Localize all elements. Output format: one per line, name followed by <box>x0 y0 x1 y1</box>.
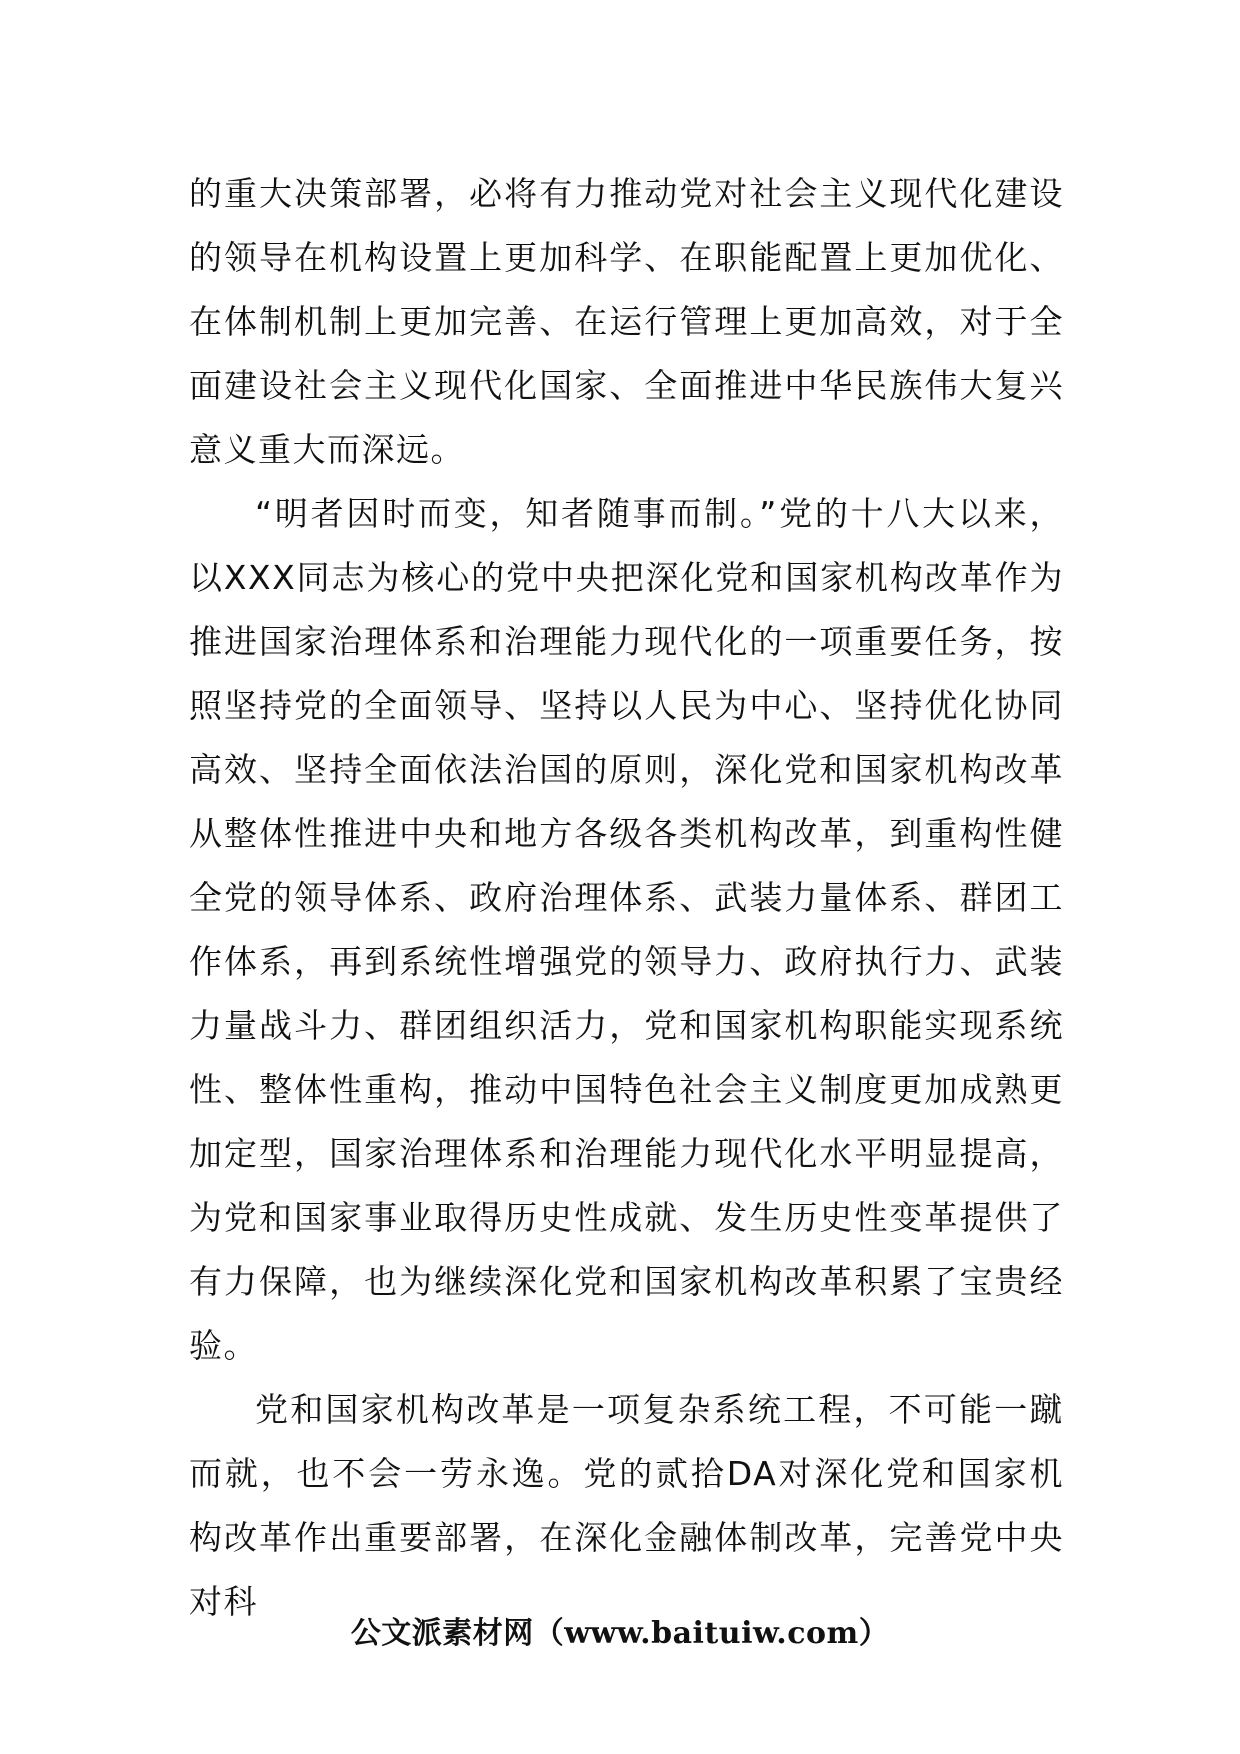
paragraph-reform-outlook: 党和国家机构改革是一项复杂系统工程，不可能一蹴而就，也不会一劳永逸。党的贰拾DA对深化党和国家机构改革作出重要部署，在深化金融体制改革，完善党中央对科 <box>189 1390 1064 1621</box>
footer-watermark: 公文派素材网（www.baituiw.com） <box>350 1616 890 1651</box>
document-body <box>189 162 1064 1634</box>
paragraph-reform-history: “明者因时而变，知者随事而制。”党的十八大以来，以XXX同志为核心的党中央把深化党和国家机构改革作为推进国家治理体系和治理能力现代化的一项重要任务，按照坚持党的全面领导、坚持以人民为中心、坚持优化协同高效、坚持全面依法治国的原则，深化党和国家机构改革从整体性推进中央和地方各级各类机构改革，到重构性健全党的领导体系、政府治理体系、武装力量体系、群团工作体系，再到系统性增强党的领导力、政府执行力、武装力量战斗力、群团组织活力，党和国家机构职能实现系统性、整体性重构，推动中国特色社会主义制度更加成熟更加定型，国家治理体系和治理能力现代化水平明显提高，为党和国家事业取得历史性成就、发生历史性变革提供了有力保障，也为继续深化党和国家机构改革积累了宝贵经验。 <box>189 494 1064 1365</box>
paragraph-continuation: 的重大决策部署，必将有力推动党对社会主义现代化建设的领导在机构设置上更加科学、在职能配置上更加优化、在体制机制上更加完善、在运行管理上更加高效，对于全面建设社会主义现代化国家、全面推进中华民族伟大复兴意义重大而深远。 <box>189 174 1064 469</box>
